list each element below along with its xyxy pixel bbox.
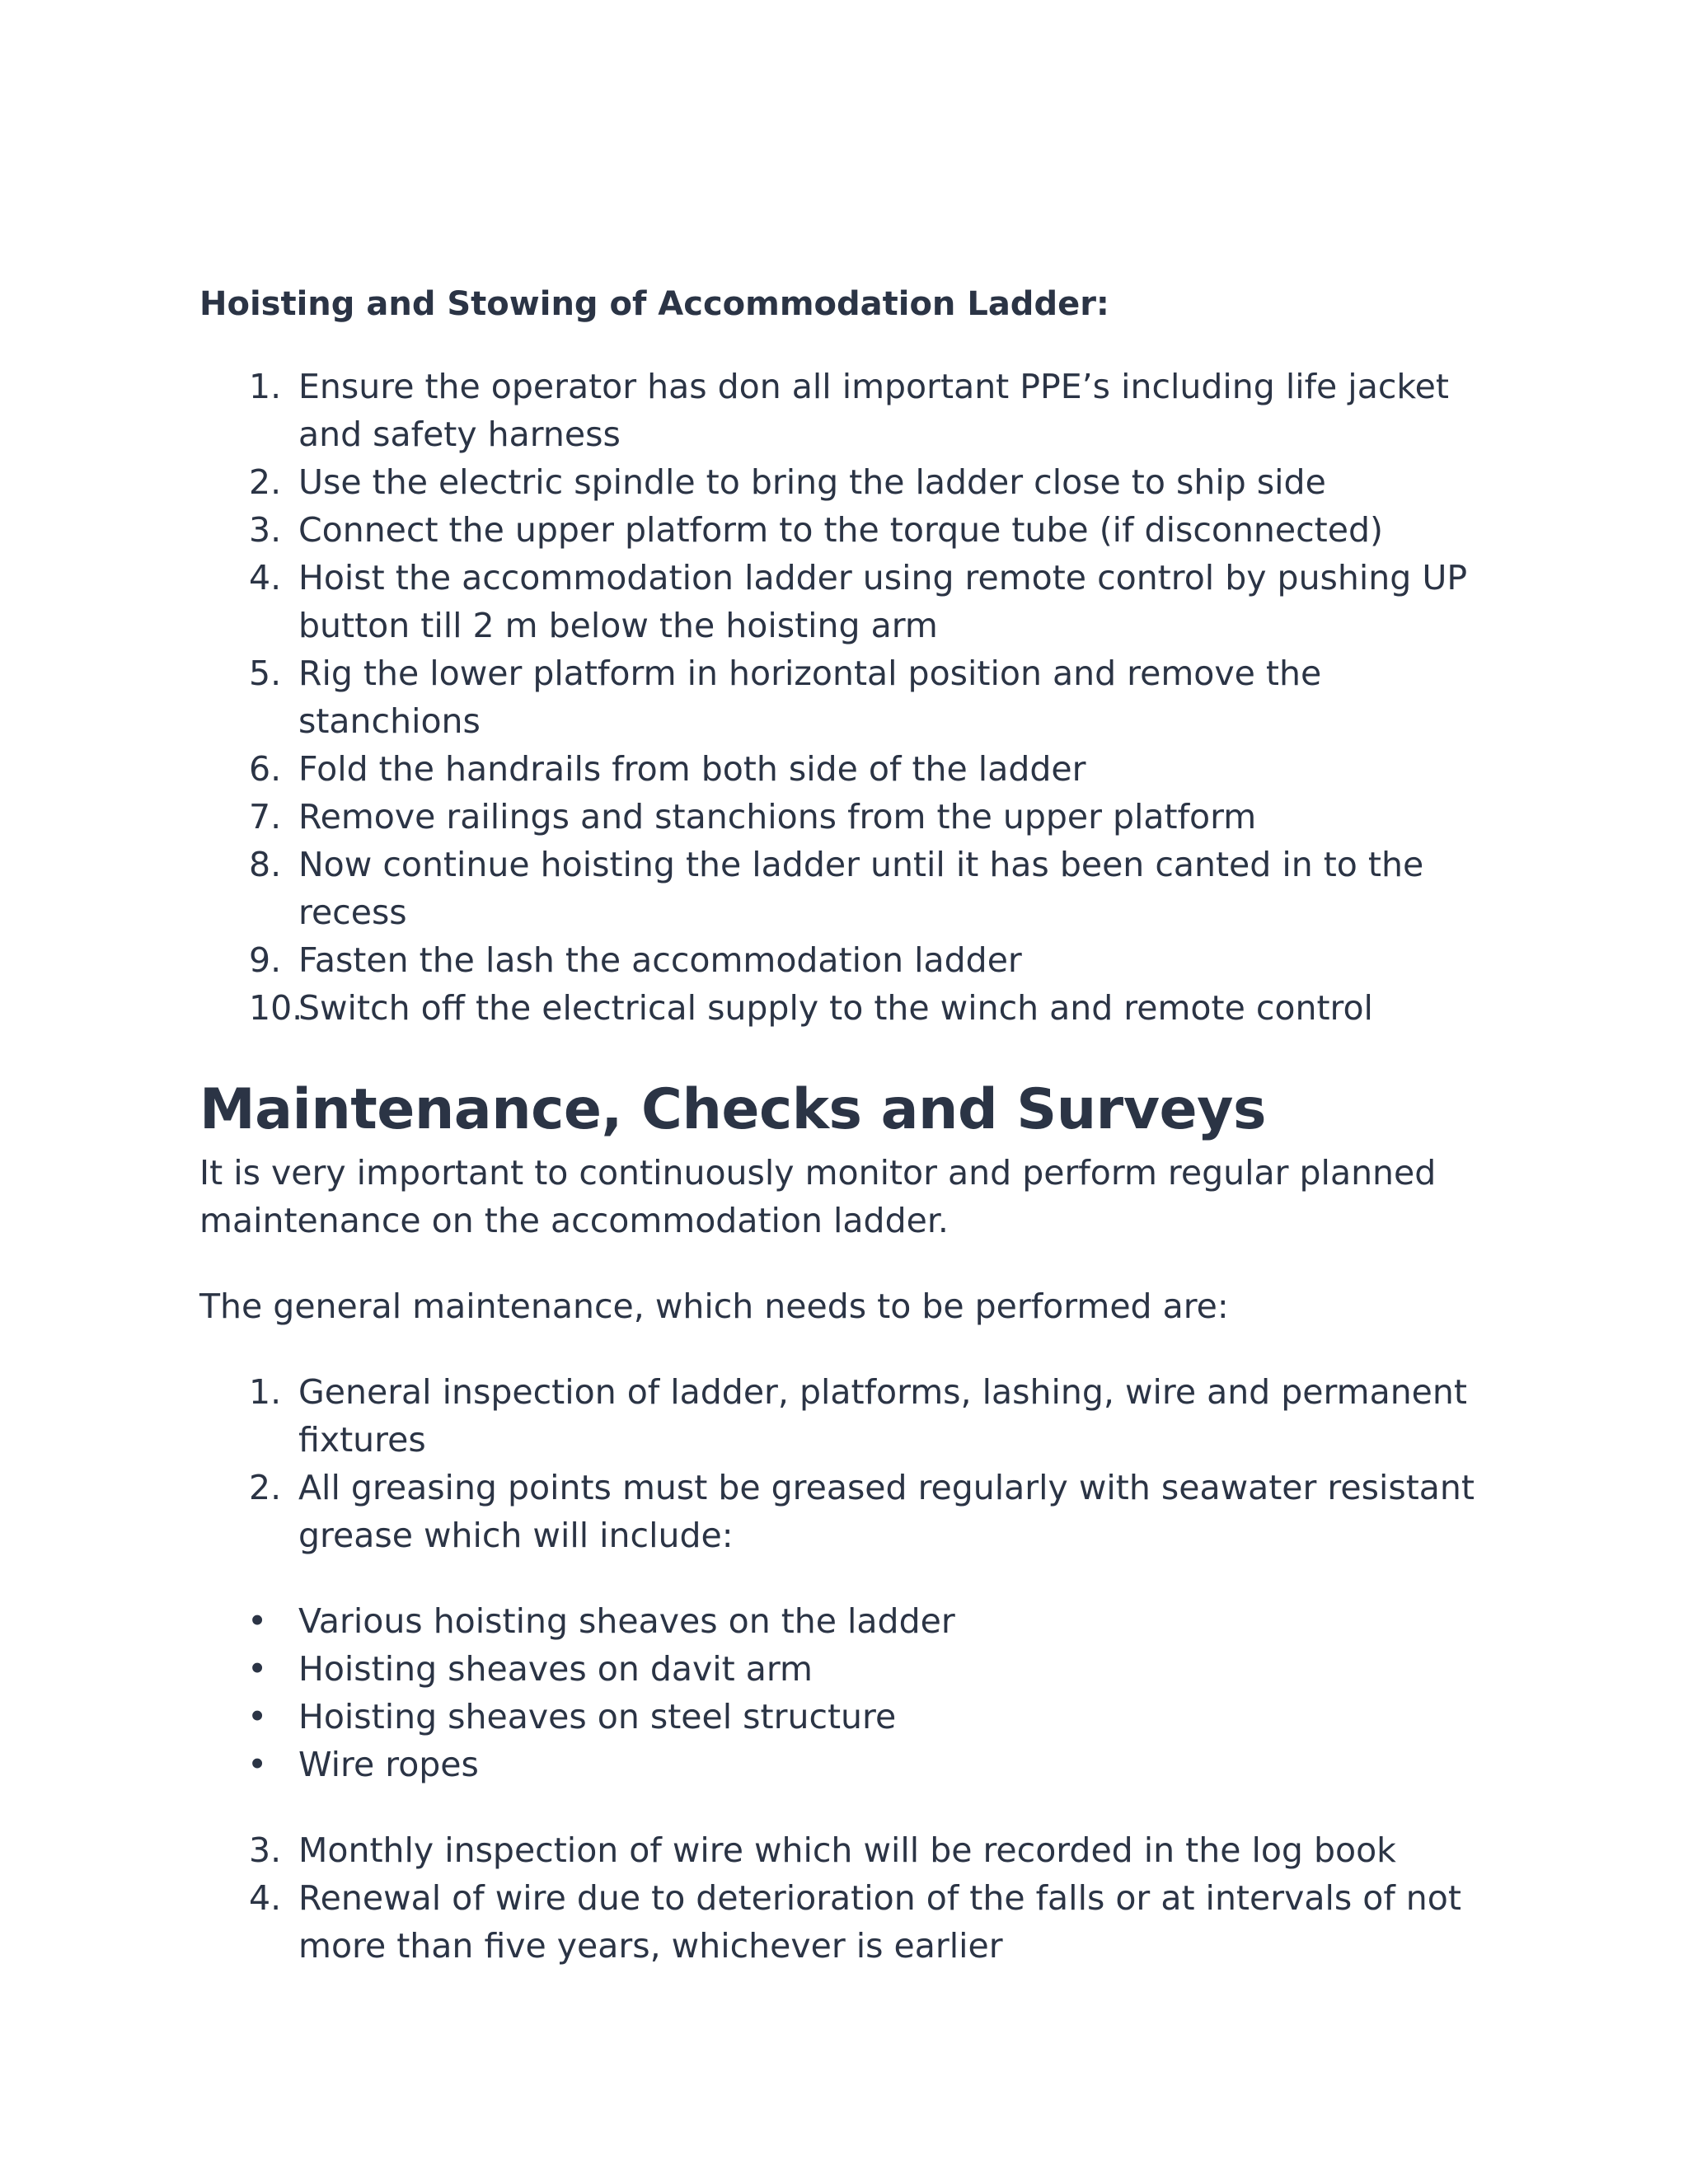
list-item (199, 1693, 1502, 1741)
list-item-text: Switch off the electrical supply to the winch and remote control (298, 988, 1373, 1028)
list-item-text: Ensure the operator has don all important PPE’s including life jacket and safety harness (298, 367, 1449, 454)
list-item-text: Remove railings and stanchions from the upper platform (298, 797, 1257, 837)
list-item-text: Wire ropes (298, 1745, 479, 1784)
list-item-text: General inspection of ladder, platforms, lashing, wire and permanent fixtures (298, 1372, 1467, 1460)
list-item-text: All greasing points must be greased regularly with seawater resistant grease which will include: (298, 1468, 1475, 1555)
list-item-text: Now continue hoisting the ladder until it has been canted in to the recess (298, 845, 1424, 932)
list-number: 3. (249, 1830, 282, 1870)
list-item (199, 363, 1502, 458)
list-item (199, 649, 1502, 745)
bullet-icon: • (247, 1601, 268, 1641)
list-number: 1. (249, 1372, 282, 1412)
list-item (199, 841, 1502, 936)
list-item (199, 793, 1502, 841)
list-number: 7. (249, 797, 282, 837)
list-item (199, 745, 1502, 793)
list-item (199, 1368, 1502, 1464)
hoisting-steps-list (199, 363, 1502, 1032)
list-item (199, 936, 1502, 984)
list-number: 4. (249, 1878, 282, 1918)
intro-paragraph: It is very important to continuously monitor and perform regular planned maintenance on the accommodation ladder. (199, 1153, 1437, 1240)
list-item-text: Various hoisting sheaves on the ladder (298, 1601, 955, 1641)
list-item-text: Use the electric spindle to bring the ladder close to ship side (298, 462, 1326, 502)
list-item (199, 458, 1502, 506)
list-item-text: Monthly inspection of wire which will be recorded in the log book (298, 1830, 1396, 1870)
list-item-text: Rig the lower platform in horizontal position and remove the stanchions (298, 654, 1322, 741)
bullet-icon: • (247, 1649, 268, 1689)
list-item (199, 1741, 1502, 1788)
list-item (199, 554, 1502, 649)
list-item (199, 1597, 1502, 1645)
lead-paragraph: The general maintenance, which needs to be performed are: (199, 1286, 1229, 1326)
list-number: 10. (249, 988, 303, 1028)
list-number: 1. (249, 367, 282, 406)
greasing-points-list (199, 1597, 1502, 1788)
bullet-icon: • (247, 1745, 268, 1784)
list-item-text: Fasten the lash the accommodation ladder (298, 940, 1022, 980)
list-number: 2. (249, 462, 282, 502)
list-item (199, 1826, 1502, 1874)
list-item-text: Fold the handrails from both side of the ladder (298, 749, 1086, 789)
page-title: Maintenance, Checks and Surveys (199, 1077, 1266, 1142)
list-number: 8. (249, 845, 282, 884)
maintenance-steps-list (199, 1368, 1502, 1559)
bullet-icon: • (247, 1697, 268, 1736)
list-number: 4. (249, 558, 282, 598)
list-number: 9. (249, 940, 282, 980)
list-item-text: Hoisting sheaves on davit arm (298, 1649, 813, 1689)
list-item-text: Hoisting sheaves on steel structure (298, 1697, 897, 1736)
list-item (199, 1874, 1502, 1970)
list-number: 3. (249, 510, 282, 550)
document-content (199, 280, 1502, 1970)
list-number: 6. (249, 749, 282, 789)
maintenance-steps-list-continued (199, 1826, 1502, 1970)
list-item (199, 1645, 1502, 1693)
list-item (199, 984, 1502, 1032)
list-item-text: Hoist the accommodation ladder using remote control by pushing UP button till 2 m below the hoisting arm (298, 558, 1468, 645)
section-heading-hoisting: Hoisting and Stowing of Accommodation Ladder: (199, 285, 1109, 323)
list-item-text: Renewal of wire due to deterioration of the falls or at intervals of not more than five years, whichever is earlier (298, 1878, 1461, 1966)
list-item (199, 506, 1502, 554)
list-item-text: Connect the upper platform to the torque tube (if disconnected) (298, 510, 1384, 550)
list-item (199, 1464, 1502, 1559)
list-number: 2. (249, 1468, 282, 1507)
list-number: 5. (249, 654, 282, 693)
